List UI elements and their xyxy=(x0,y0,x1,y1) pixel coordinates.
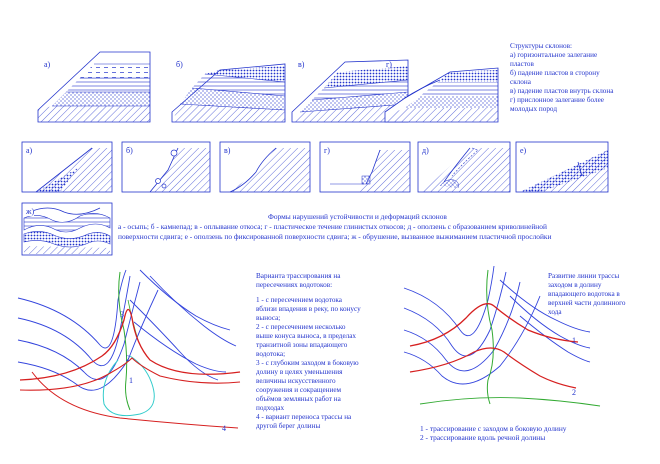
failures-title: Формы нарушений устойчивости и деформаций склонов xyxy=(268,212,447,221)
structure-a xyxy=(38,52,150,122)
failure-d-label: д) xyxy=(422,146,429,155)
failure-b xyxy=(122,142,210,192)
left-item-line: водотока; xyxy=(256,350,286,358)
failure-g xyxy=(320,142,410,192)
left-item-line: долину в целях уменьшения xyxy=(256,368,343,376)
structures-legend-line: пластов xyxy=(510,60,534,68)
structures-legend-line: б) падение пластов в сторону xyxy=(510,69,600,77)
left-item-line: подходах xyxy=(256,404,285,412)
failures-caption xyxy=(118,222,658,241)
left-item-line: сооружения и сокращением xyxy=(256,386,342,394)
right-heading-line: верхней части долинного xyxy=(548,299,626,307)
failure-zh-label: ж) xyxy=(26,207,35,216)
right-heading-line: хода xyxy=(548,308,562,316)
failure-e-label: е) xyxy=(520,146,527,155)
right-diagram-legend xyxy=(420,424,656,442)
left-item-line: 1 - с пересечением водотока xyxy=(256,296,342,304)
left-item-line: выноса; xyxy=(256,314,281,322)
right-heading-line: впадающего водотока в xyxy=(548,290,620,298)
left-route-number: 1 xyxy=(129,376,133,385)
failure-v xyxy=(220,142,310,192)
left-item-line: транзитной зоны впадающего xyxy=(256,341,348,349)
left-item-line: вблизи впадения в реку, по конусу xyxy=(256,305,361,313)
failures-caption-line: а - осыпь; б - камнепад; в - оплывание откоса; г - пластическое течение глинистых откосов; д - оползень с образованием криволинейной xyxy=(118,222,547,231)
left-item-line: выше конуса выноса, в пределах xyxy=(256,332,357,340)
left-item-line: объёмов земляных работ на xyxy=(256,395,341,403)
failures-caption-line: поверхности сдвига; е - оползень по фиксированной поверхности сдвига; ж - обрушение, вызванное выжиманием пластичной прослойки xyxy=(118,231,552,241)
left-route-diagram xyxy=(18,270,240,428)
structures-legend-line: в) падение пластов внутрь склона xyxy=(510,87,614,95)
structure-b xyxy=(172,64,285,122)
failure-a xyxy=(22,142,112,192)
structure-a-label: а) xyxy=(44,60,51,69)
failure-b-label: б) xyxy=(126,146,133,155)
left-diagram-description xyxy=(256,272,396,431)
structures-legend-line: склона xyxy=(510,78,531,86)
right-route-number: 2 xyxy=(572,388,576,397)
right-route-number: 1 xyxy=(572,336,576,345)
left-item-line: величины искусственного xyxy=(256,377,336,385)
left-route-number: 4 xyxy=(222,424,226,433)
right-heading-line: заходом в долину xyxy=(548,281,602,289)
structures-legend-title: Структуры склонов: xyxy=(510,42,572,50)
left-item-line: 4 - вариант переноса трассы на xyxy=(256,413,352,421)
structures-legend-line: а) горизонтальное залегание xyxy=(510,51,598,59)
failure-a-label: а) xyxy=(26,146,33,155)
structures-legend-line: молодых пород xyxy=(510,105,557,113)
left-item-line: другой берег долины xyxy=(256,422,321,430)
structure-g-label: г) xyxy=(386,60,392,69)
left-item-line: 2 - с пересечением несколько xyxy=(256,323,346,331)
left-route-number: 3 xyxy=(120,310,124,319)
failure-d xyxy=(418,142,510,192)
right-legend-line: 2 - трассирование вдоль речной долины xyxy=(420,433,546,443)
left-heading-line: пересечениях водотоков: xyxy=(256,281,333,289)
structure-b-label: б) xyxy=(176,60,183,69)
failure-e xyxy=(516,142,608,192)
left-route-number: 2 xyxy=(126,354,130,363)
structure-v-label: в) xyxy=(298,60,305,69)
failure-g-label: г) xyxy=(324,146,330,155)
right-diagram-description xyxy=(548,272,656,317)
failure-zh xyxy=(22,203,112,255)
left-heading-line: Варианта трассирования на xyxy=(256,272,341,280)
left-item-line: 3 - с глубоким заходом в боковую xyxy=(256,359,359,367)
structures-legend-line: г) прислонное залегание более xyxy=(510,96,604,104)
right-heading-line: Развитие линии трассы xyxy=(548,272,620,280)
structures-legend xyxy=(510,42,655,114)
right-legend-line: 1 - трассирование с заходом в боковую долину xyxy=(420,424,567,433)
failure-v-label: в) xyxy=(224,146,231,155)
